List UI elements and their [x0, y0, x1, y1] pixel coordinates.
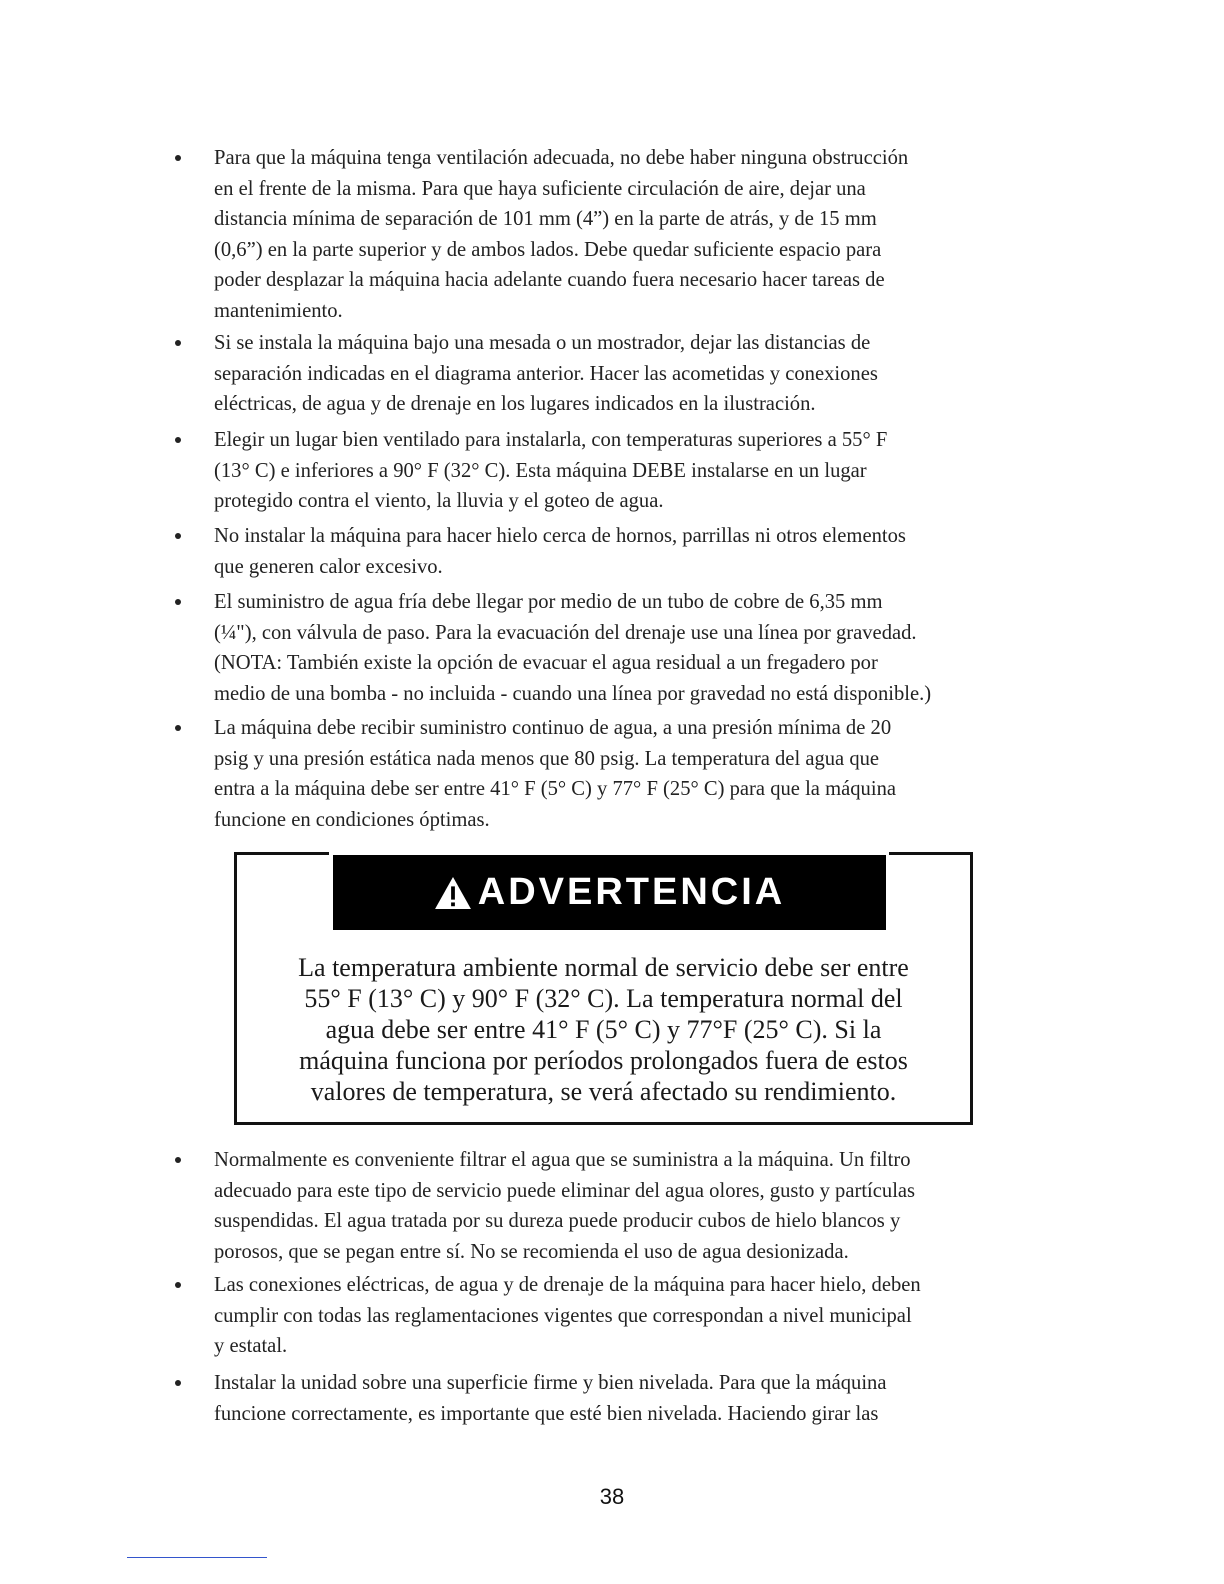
footnote-rule — [127, 1557, 267, 1558]
warning-title: ADVERTENCIA — [477, 871, 786, 913]
bullet-icon — [175, 437, 181, 443]
list-item: Para que la máquina tenga ventilación adecuada, no debe haber ninguna obstrucción en el frente de la misma. Para que haya suficiente circulación de aire, dejar una distancia mínima de separación de 101 mm (4”) en la parte de atrás, y de 15 mm (0,6”) en la parte superior y de ambos lados. Debe quedar suficiente espacio para poder desplazar la máquina hacia adelante cuando fuera necesario hacer tareas de mantenimiento. — [214, 143, 1049, 326]
list-item: Elegir un lugar bien ventilado para instalarla, con temperaturas superiores a 55° F (13° C) e inferiores a 90° F (32° C). Esta máquina DEBE instalarse en un lugar protegido contra el viento, la lluvia y el goteo de agua. — [214, 425, 1049, 517]
warning-text: La temperatura ambiente normal de servicio debe ser entre 55° F (13° C) y 90° F (32° C). La temperatura normal del agua debe ser entre 41° F (5° C) y 77°F (25° C). Si la máquina funciona por períodos prolongados fuera de estos valores de temperatura, se verá afectado su rendimiento. — [298, 953, 909, 1106]
list-item: El suministro de agua fría debe llegar por medio de un tubo de cobre de 6,35 mm (¼"), con válvula de paso. Para la evacuación del drenaje use una línea por gravedad. (NOTA: También existe la opción de evacuar el agua residual a un fregadero por medio de una bomba - no incluida - cuando una línea por gravedad no está disponible.) — [214, 587, 1049, 709]
bullet-icon — [175, 599, 181, 605]
warning-triangle-icon — [434, 876, 472, 910]
list-item: Si se instala la máquina bajo una mesada o un mostrador, dejar las distancias de separación indicadas en el diagrama anterior. Hacer las acometidas y conexiones eléctricas, de agua y de drenaje en los lugares indicados en la ilustración. — [214, 328, 1049, 420]
page-number: 38 — [599, 1484, 625, 1509]
bullet-icon — [175, 1380, 181, 1386]
list-item: Normalmente es conveniente filtrar el agua que se suministra a la máquina. Un filtro adecuado para este tipo de servicio puede eliminar del agua olores, gusto y partículas suspendidas. El agua tratada por su dureza puede producir cubos de hielo blancos y porosos, que se pegan entre sí. No se recomienda el uso de agua desionizada. — [214, 1145, 1049, 1267]
bullet-icon — [175, 1282, 181, 1288]
bullet-icon — [175, 155, 181, 161]
list-item: Las conexiones eléctricas, de agua y de drenaje de la máquina para hacer hielo, deben cumplir con todas las reglamentaciones vigentes que correspondan a nivel municipal y estatal. — [214, 1270, 1049, 1362]
warning-box — [234, 852, 973, 1125]
warning-banner — [333, 855, 886, 930]
bullet-icon — [175, 340, 181, 346]
bullet-icon — [175, 725, 181, 731]
list-item: No instalar la máquina para hacer hielo cerca de hornos, parrillas ni otros elementos que generen calor excesivo. — [214, 521, 1049, 582]
bullet-icon — [175, 1157, 181, 1163]
list-item: La máquina debe recibir suministro continuo de agua, a una presión mínima de 20 psig y una presión estática nada menos que 80 psig. La temperatura del agua que entra a la máquina debe ser entre 41° F (5° C) y 77° F (25° C) para que la máquina funcione en condiciones óptimas. — [214, 713, 1049, 835]
bullet-icon — [175, 533, 181, 539]
list-item: Instalar la unidad sobre una superficie firme y bien nivelada. Para que la máquina funcione correctamente, es importante que esté bien nivelada. Haciendo girar las — [214, 1368, 1049, 1429]
